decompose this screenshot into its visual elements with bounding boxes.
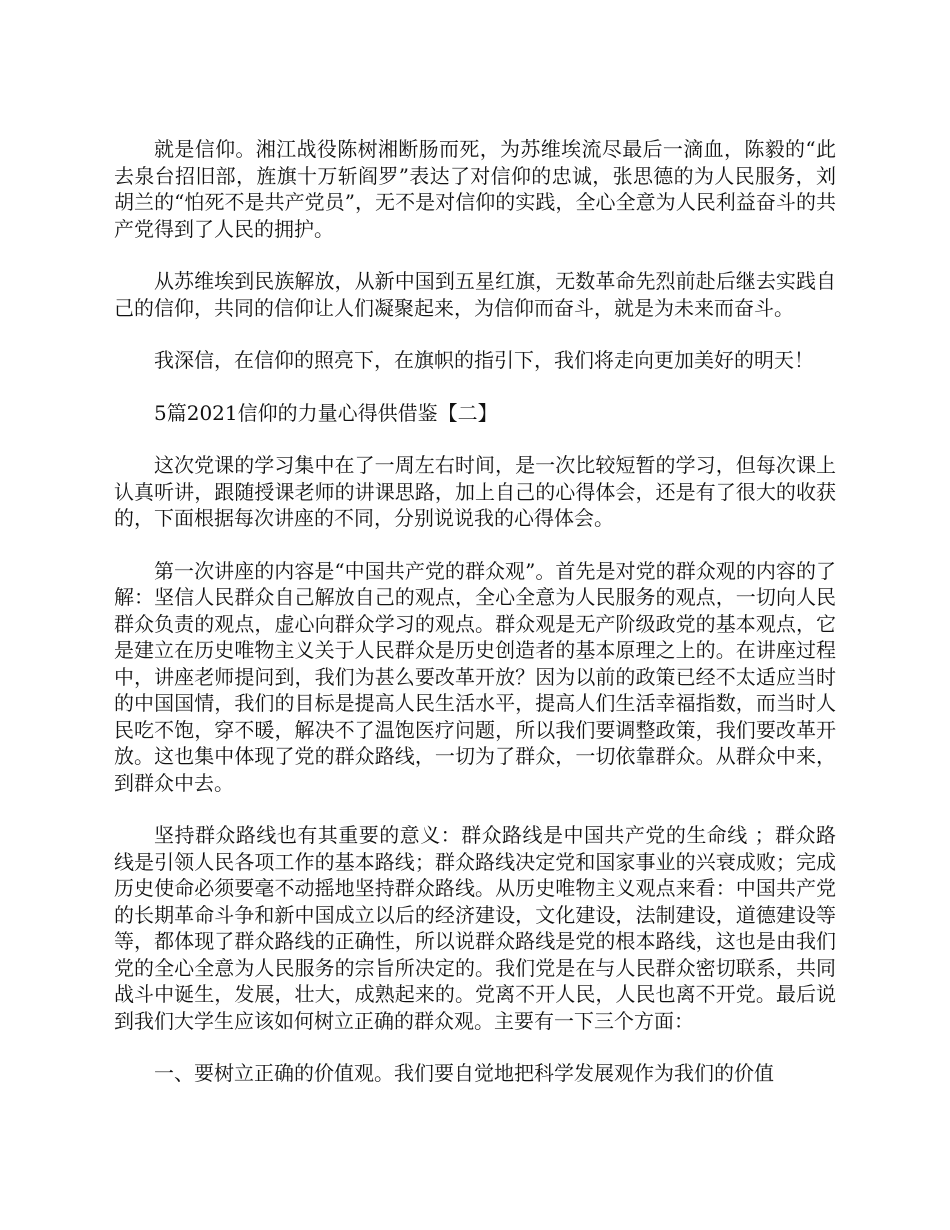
paragraph-belief-future: 我深信，在信仰的照亮下，在旗帜的指引下，我们将走向更加美好的明天！ [154, 348, 814, 372]
paragraph-party-course: 这次党课的学习集中在了一周左右时间，是一次比较短暂的学习，但每次课上认真听讲，跟随授课老师的讲课思路，加上自己的心得体会，还是有了很大的收获的，下面根据每次讲座的不同，分别说说我的心得体会。 [114, 453, 836, 530]
paragraph-first-lecture: 第一次讲座的内容是“中国共产党的群众观”。首先是对党的群众观的内容的了解：坚信人民群众自己解放自己的观点，全心全意为人民服务的观点，一切向人民群众负责的观点，虚心向群众学习的观点。群众观是无产阶级政党的基本观点，它是建立在历史唯物主义关于人民群众是历史创造者的基本原理之上的。在讲座过程中，讲座老师提问到，我们为甚么要改革开放？因为以前的政策已经不太适应当时的中国国情，我们的目标是提高人民生活水平，提高人们生活幸福指数，而当时人民吃不饱，穿不暖，解决不了温饱医疗问题，所以我们要调整政策，我们要改革开放。这也集中体现了党的群众路线，一切为了群众，一切依靠群众。从群众中来，到群众中去。 [114, 558, 836, 795]
paragraph-faith-martyrs: 就是信仰。湘江战役陈树湘断肠而死，为苏维埃流尽最后一滴血，陈毅的“此去泉台招旧部，旌旗十万斩阎罗”表达了对信仰的忠诚，张思德的为人民服务，刘胡兰的“怕死不是共产党员”，无不是对信仰的实践，全心全意为人民利益奋斗的共产党得到了人民的拥护。 [114, 137, 836, 241]
section-heading: 5篇2021信仰的力量心得供借鉴【二】 [154, 400, 498, 425]
paragraph-soviet-liberation: 从苏维埃到民族解放，从新中国到五星红旗，无数革命先烈前赴后继去实践自己的信仰，共同的信仰让人们凝聚起来，为信仰而奋斗，就是为未来而奋斗。 [114, 269, 836, 320]
paragraph-mass-line: 坚持群众路线也有其重要的意义：群众路线是中国共产党的生命线 ；群众路线是引领人民各项工作的基本路线；群众路线决定党和国家事业的兴衰成败；完成历史使命必须要毫不动摇地坚持群众路线。从历史唯物主义观点来看：中国共产党的长期革命斗争和新中国成立以后的经济建设，文化建设，法制建设，道德建设等等，都体现了群众路线的正确性，所以说群众路线是党的根本路线，这也是由我们党的全心全意为人民服务的宗旨所决定的。我们党是在与人民群众密切联系，共同战斗中诞生，发展，壮大，成熟起来的。党离不开人民，人民也离不开党。最后说到我们大学生应该如何树立正确的群众观。主要有一下三个方面： [114, 823, 836, 1033]
paragraph-values: 一、要树立正确的价值观。我们要自觉地把科学发展观作为我们的价值 [154, 1061, 774, 1085]
document-page [114, 136, 836, 1113]
